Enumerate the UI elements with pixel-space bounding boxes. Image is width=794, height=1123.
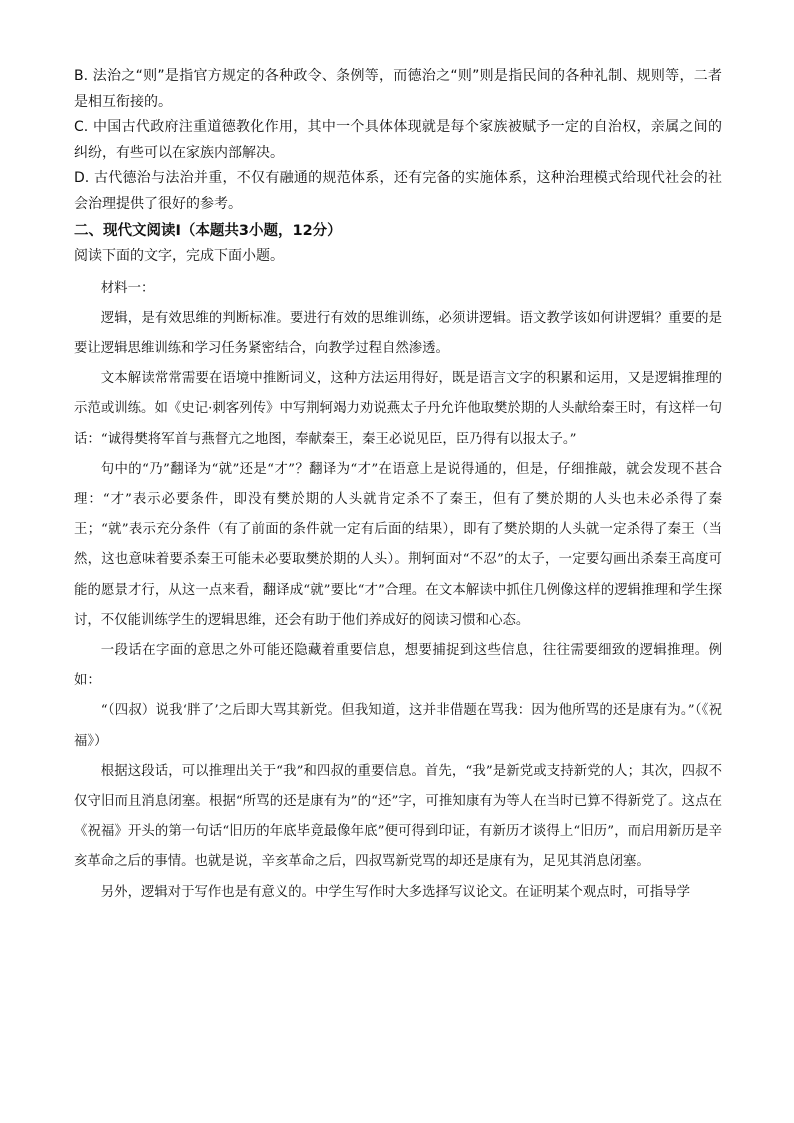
section-instruction: 阅读下面的文字，完成下面小题。 — [74, 248, 284, 264]
material-paragraph: 逻辑，是有效思维的判断标准。要进行有效的思维训练，必须讲逻辑。语文教学该如何讲逻辑？重要的是要让逻辑思维训练和学习任务紧密结合，向教学过程自然渗透。 — [74, 310, 722, 356]
material-paragraph: 文本解读常常需要在语境中推断词义，这种方法运用得好，既是语言文字的积累和运用，又是逻辑推理的示范或训练。如《史记·刺客列传》中写荆轲竭力劝说燕太子丹允许他取樊於期的人头献给秦王时，有这样一句话：“诚得樊将军首与燕督亢之地图，奉献秦王，秦王必说见臣，臣乃得有以报太子。” — [74, 371, 722, 447]
material-paragraph: 句中的“乃”翻译为“就”还是“才”？翻译为“才”在语意上是说得通的，但是，仔细推敲，就会发现不甚合理：“才”表示必要条件，即没有樊於期的人头就肯定杀不了秦王，但有了樊於期的人头也未必杀得了秦王；“就”表示充分条件（有了前面的条件就一定有后面的结果），即有了樊於期的人头就一定杀得了秦王（当然，这也意味着要杀秦王可能未必要取樊於期的人头）。荆轲面对“不忍”的太子，一定要勾画出杀秦王高度可能的愿景才行，从这一点来看，翻译成“就”要比“才”合理。在文本解读中抓住几例像这样的逻辑推理和学生探讨，不仅能训练学生的逻辑思维，还会有助于他们养成好的阅读习惯和心态。 — [74, 461, 722, 628]
material-paragraph: 根据这段话，可以推理出关于“我”和四叔的重要信息。首先，“我”是新党或支持新党的人；其次，四叔不仅守旧而且消息闭塞。根据“所骂的还是康有为”的“还”字，可推知康有为等人在当时已算不得新党了。这点在《祝福》开头的第一句话“旧历的年底毕竟最像年底”便可得到印证，有新历才谈得上“旧历”，而启用新历是辛亥革命之后的事情。也就是说，辛亥革命之后，四叔骂新党骂的却还是康有为，足见其消息闭塞。 — [74, 763, 722, 870]
option-b: B. 法治之“则”是指官方规定的各种政令、条例等，而德治之“则”则是指民间的各种礼制、规则等，二者是相互衔接的。 — [74, 68, 722, 110]
material-label: 材料一： — [100, 280, 155, 296]
section-heading: 二、现代文阅读Ⅰ（本题共3小题，12分） — [74, 223, 342, 239]
option-d: D. 古代德治与法治并重，不仅有融通的规范体系，还有完备的实施体系，这种治理模式给现代社会的社会治理提供了很好的参考。 — [74, 170, 722, 212]
option-c: C. 中国古代政府注重道德教化作用，其中一个具体体现就是每个家族被赋予一定的自治权，亲属之间的纠纷，有些可以在家族内部解决。 — [74, 119, 722, 161]
material-paragraph: 另外，逻辑对于写作也是有意义的。中学生写作时大多选择写议论文。在证明某个观点时，可指导学 — [100, 884, 690, 900]
material-paragraph: 一段话在字面的意思之外可能还隐藏着重要信息，想要捕捉到这些信息，往往需要细致的逻辑推理。例如： — [74, 642, 722, 689]
document-content — [74, 64, 722, 908]
material-quote: “（四叔）说我‘胖了’之后即大骂其新党。但我知道，这并非借题在骂我：因为他所骂的还是康有为。”（《祝福》） — [74, 703, 722, 749]
